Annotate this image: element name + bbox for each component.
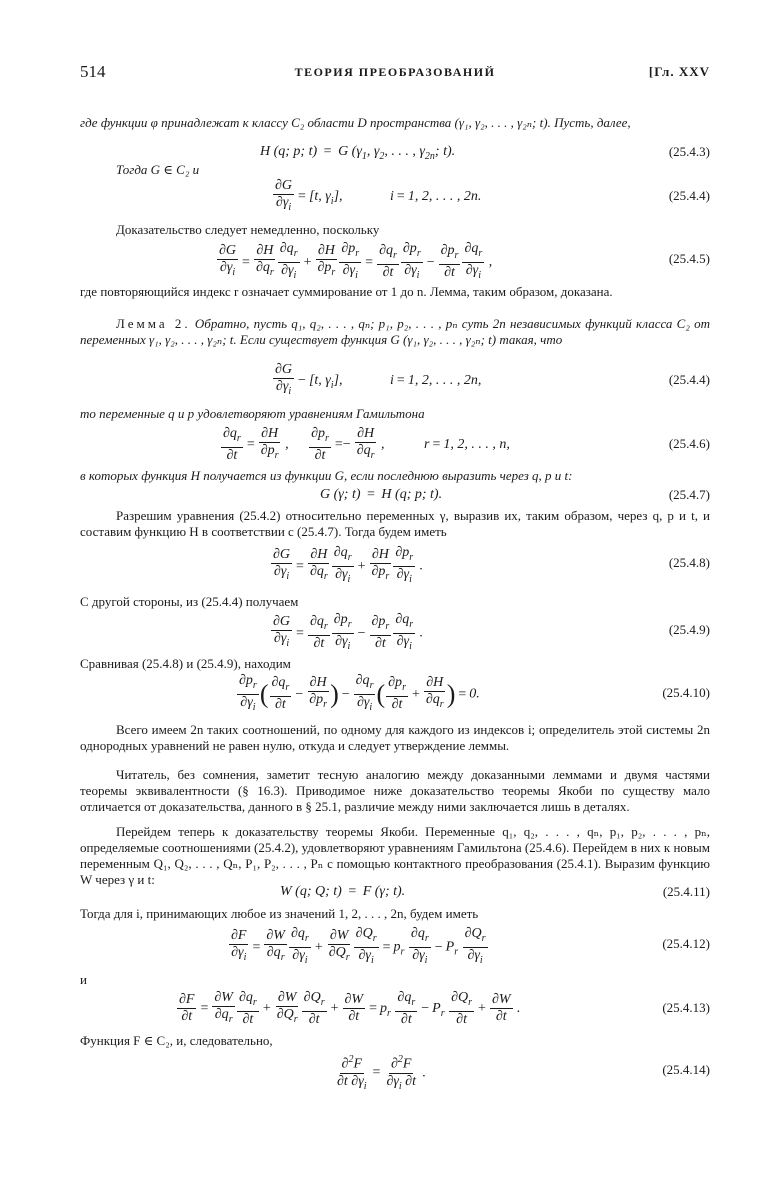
equation-number: (25.4.4) xyxy=(668,372,710,387)
equation-number: (25.4.12) xyxy=(662,936,710,951)
equation-body: $\frac{\partial G}{\partial\gamma_i}$ = $\frac{\partial H}{\partial q_r}$ $\frac{\partial q_r}{\partial\gamma_i}$ + $\frac{\partial H}{\partial p_r}$ $\frac{\partial p_r}{\partial\gamma_i}$ = $\frac{\partial q_r}{\partial t}$ $\frac{\partial p_r}{\partial\gamma_i}$ − $\frac{\partial p_r}{\partial t}$ $\frac{\partial q_r}{\partial\gamma_i}$ , xyxy=(219,241,493,281)
chapter-label: [Гл. XXV xyxy=(648,64,710,79)
equation-number: (25.4.3) xyxy=(668,144,710,159)
equation-number: (25.4.4) xyxy=(668,188,710,203)
paragraph-15: и xyxy=(80,972,87,987)
equation-number: (25.4.5) xyxy=(668,251,710,266)
running-title: ТЕОРИЯ ПРЕОБРАЗОВАНИЙ xyxy=(294,65,496,79)
paragraph-14: Тогда для i, принимающих любое из значений 1, 2, . . . , 2n, будем иметь xyxy=(80,906,479,921)
paragraph-3: Доказательство следует немедленно, поскольку xyxy=(116,222,380,237)
paragraph-9: С другой стороны, из (25.4.4) получаем xyxy=(80,594,299,609)
lemma-2-statement: Обратно, пусть q₁, q₂, . . . , qₙ; p₁, p₂, . . . , pₙ суть 2n независимых функций класса C₂ от переменных γ₁, γ₂, . . . , γ₂ₙ; t. Если существует функция G (γ₁, γ₂, . . . , γ₂ₙ; t) такая, что xyxy=(80,316,711,347)
paragraph-16: Функция F ∈ C₂, и, следовательно, xyxy=(80,1033,273,1048)
paragraph-7: в которых функция H получается из функции G, если последнюю выразить через q, p и t: xyxy=(80,468,573,483)
equation-body: H (q; p; t) = G ($\gamma_1$, $\gamma_2$, . . . , $\gamma_{2n}$; t). xyxy=(260,144,456,162)
equation-body: $\frac{\partial q_r}{\partial t}$ = $\frac{\partial H}{\partial p_r}$ , $\frac{\partial p_r}{\partial t}$ =− $\frac{\partial H}{\partial q_r}$ , r = 1, 2, . . . , n, xyxy=(223,426,510,463)
paragraph-8: Разрешим уравнения (25.4.2) относительно переменных γ, выразив их, таким образом, через q, p и t, и составим функцию H в соответствии с (25.4.7). Тогда будем иметь xyxy=(80,508,710,539)
paragraph-2: Тогда G ∈ C₂ и xyxy=(116,162,200,177)
equation-body: $\frac{\partial F}{\partial\gamma_i}$ = $\frac{\partial W}{\partial q_r}$ $\frac{\partial q_r}{\partial\gamma_i}$ + $\frac{\partial W}{\partial Q_r}$ $\frac{\partial Q_r}{\partial\gamma_i}$ = $p_r$ $\frac{\partial q_r}{\partial\gamma_i}$ − $P_r$ $\frac{\partial Q_r}{\partial\gamma_i}$ xyxy=(231,926,486,966)
paragraph-10: Сравнивая (25.4.8) и (25.4.9), находим xyxy=(80,656,291,671)
equation-body: G (γ; t) = H (q; p; t). xyxy=(320,487,443,502)
equation-body: $\frac{\partial G}{\partial\gamma_i}$ = [t, $\gamma_i$], i = 1, 2, . . . , 2n. xyxy=(275,178,482,213)
equation-body: $\frac{\partial F}{\partial t}$ = $\frac{\partial W}{\partial q_r}$ $\frac{\partial q_r}{\partial t}$ + $\frac{\partial W}{\partial Q_r}$ $\frac{\partial Q_r}{\partial t}$ + $\frac{\partial W}{\partial t}$ = $p_r$ $\frac{\partial q_r}{\partial t}$ − $P_r$ $\frac{\partial Q_r}{\partial t}$ + $\frac{\partial W}{\partial t}$ . xyxy=(179,990,521,1027)
page-number: 514 xyxy=(80,62,106,81)
equation-25-4-5 xyxy=(80,241,710,281)
paragraph-6: то переменные q и p удовлетворяют уравнениям Гамильтона xyxy=(80,406,425,421)
equation-25-4-6 xyxy=(80,426,710,462)
equation-number: (25.4.13) xyxy=(662,1000,710,1015)
equation-body: $\frac{\partial G}{\partial\gamma_i}$ = $\frac{\partial H}{\partial q_r}$ $\frac{\partial q_r}{\partial\gamma_i}$ + $\frac{\partial H}{\partial p_r}$ $\frac{\partial p_r}{\partial\gamma_i}$ . xyxy=(273,545,424,585)
equation-25-4-9 xyxy=(80,612,710,652)
paragraph-12: Читатель, без сомнения, заметит тесную аналогию между доказанными леммами и двумя частями теоремы эквивалентности (§ 16.3). Приводимое ниже доказательство теоремы Якоби по существу мало отличается от доказательства, данного в § 25.1, различие между ними заключается лишь в деталях. xyxy=(80,767,710,814)
paragraph-5 xyxy=(80,316,710,348)
equation-body: $\frac{\partial G}{\partial\gamma_i}$ = $\frac{\partial q_r}{\partial t}$ $\frac{\partial p_r}{\partial\gamma_i}$ − $\frac{\partial p_r}{\partial t}$ $\frac{\partial q_r}{\partial\gamma_i}$ . xyxy=(273,612,424,652)
equation-25-4-10 xyxy=(80,673,710,713)
equation-body: $\frac{\partial G}{\partial\gamma_i}$ − [t, $\gamma_i$], i = 1, 2, . . . , 2n, xyxy=(275,362,482,397)
running-header xyxy=(80,62,710,86)
equation-25-4-4 xyxy=(80,178,710,214)
equation-body: W (q; Q; t) = F (γ; t). xyxy=(280,884,406,899)
equation-number: (25.4.11) xyxy=(662,884,710,899)
equation-25-4-13 xyxy=(80,990,710,1026)
equation-number: (25.4.9) xyxy=(668,622,710,637)
lemma-2-label: Лемма 2. xyxy=(116,316,191,331)
equation-number: (25.4.6) xyxy=(668,436,710,451)
equation-number: (25.4.10) xyxy=(662,685,710,700)
equation-number: (25.4.7) xyxy=(668,487,710,502)
equation-number: (25.4.8) xyxy=(668,555,710,570)
paragraph-4: где повторяющийся индекс r означает суммирование от 1 до n. Лемма, таким образом, доказана. xyxy=(80,284,613,299)
equation-25-4-14 xyxy=(80,1052,710,1092)
equation-25-4-4-b xyxy=(80,362,710,398)
equation-number: (25.4.14) xyxy=(662,1062,710,1077)
equation-body: $\frac{\partial p_r}{\partial\gamma_i}$ ( $\frac{\partial q_r}{\partial t}$ − $\frac{\partial H}{\partial p_r}$ ) − $\frac{\partial q_r}{\partial\gamma_i}$ ( $\frac{\partial p_r}{\partial t}$ + $\frac{\partial H}{\partial q_r}$ ) = 0. xyxy=(239,673,480,713)
paragraph-11: Всего имеем 2n таких соотношений, по одному для каждого из индексов i; определитель этой системы 2n однородных уравнений не равен нулю, откуда и следует утверждение леммы. xyxy=(80,722,710,753)
equation-25-4-12 xyxy=(80,926,710,966)
paragraph-13: Перейдем теперь к доказательству теоремы Якоби. Переменные q₁, q₂, . . . , qₙ, p₁, p₂, . . . , pₙ, определяемые соотношениями (25.4.2), удовлетворяют уравнениям Гамильтона (25.4.6). Перейдем в них к новым переменным Q₁, Q₂, . . . , Qₙ, P₁, P₂, . . . , Pₙ с помощью контактного преобразования (25.4.1). Выразим функцию W через γ и t: xyxy=(80,824,710,887)
paragraph-1: где функции φ принадлежат к классу C₂ области D пространства (γ₁, γ₂, . . . , γ₂ₙ; t). Пусть, далее, xyxy=(80,115,631,130)
equation-25-4-8 xyxy=(80,545,710,585)
equation-body: $\frac{\partial^2F}{\partial t \partial\gamma_i}$ = $\frac{\partial^2F}{\partial\gamma_i \partial t}$ . xyxy=(337,1054,426,1092)
